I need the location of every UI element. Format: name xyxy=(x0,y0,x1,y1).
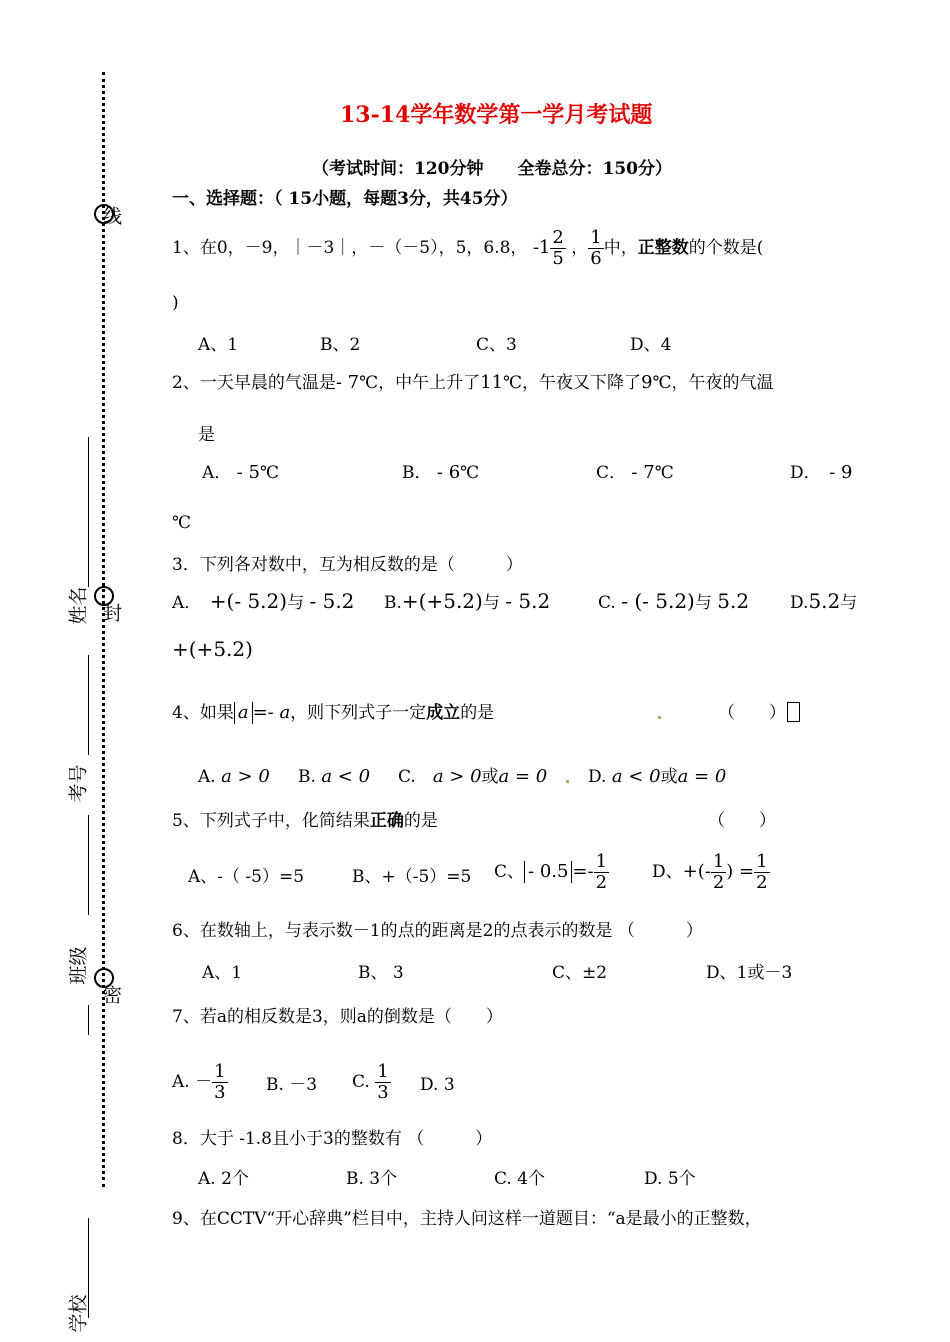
q1-option-c: C、3 xyxy=(476,335,517,355)
question-2: 2、一天早晨的气温是- 7℃，中午上升了11℃，午夜又下降了9℃，午夜的气温 xyxy=(172,372,774,393)
question-7: 7、若a的相反数是3，则a的倒数是（ ） xyxy=(172,1007,503,1027)
q8-option-c: C. 4个 xyxy=(494,1169,546,1189)
question-4: 4、如果 a =- a，则下列式子一定成立的是 xyxy=(172,702,495,723)
q4-option-c: C. a > 0或a = 0 xyxy=(398,766,548,787)
question-1: 1、在0，－9，｜－3｜，－（－5），5，6.8， -1 $\frac{2}{5}$ ， $\frac{1}{6}$ 中，正整数的个数是( xyxy=(172,227,764,269)
q2-option-d-unit: ℃ xyxy=(172,513,192,533)
stray-dot-2 xyxy=(566,780,569,783)
q7-option-d: D. 3 xyxy=(420,1075,455,1095)
margin-secret-label: 密 xyxy=(100,985,122,1004)
q6-option-c: C、±2 xyxy=(552,963,608,983)
q4-option-b: B. a < 0 xyxy=(298,766,371,787)
q5-option-a: A、-（ -5）=5 xyxy=(188,867,305,887)
margin-line-label: 线 xyxy=(100,206,122,225)
q1-fraction: $\frac{1}{6}$ xyxy=(590,227,602,269)
question-8: 8．大于 -1.8且小于3的整数有 （ ） xyxy=(172,1129,493,1149)
margin-exam-no-label: 考号 xyxy=(67,764,90,803)
q1-mixed-whole: -1 xyxy=(532,237,551,258)
q6-option-d: D、1或－3 xyxy=(706,963,793,983)
margin-class-label: 班级 xyxy=(67,946,90,985)
q5-option-d: D、+(- $\frac{1}{2}$ ) = $\frac{1}{2}$ xyxy=(652,851,768,893)
question-5: 5、下列式子中，化简结果正确的是 xyxy=(172,811,438,831)
exam-no-field-line xyxy=(88,655,89,755)
exam-title: 13-14学年数学第一学月考试题 xyxy=(340,102,653,128)
q2-option-a: A． - 5℃ xyxy=(202,462,279,483)
q6-option-b: B、 3 xyxy=(358,963,404,983)
margin-school-label: 学校 xyxy=(67,1294,90,1333)
exam-no-field-line-2 xyxy=(88,815,89,915)
q3-option-c: C. - (- 5.2)与 5.2 xyxy=(598,589,750,613)
q1-option-a: A、1 xyxy=(198,335,239,355)
q3-option-d: D.5.2与 xyxy=(790,589,858,613)
q1-mixed-fraction: $\frac{2}{5}$ xyxy=(552,227,564,269)
q2-continuation: 是 xyxy=(198,425,215,445)
class-field-line xyxy=(88,1005,89,1035)
exam-subtitle: （考试时间：120分钟 全卷总分：150分） xyxy=(312,159,672,179)
q8-option-b: B. 3个 xyxy=(346,1169,398,1189)
q8-option-a: A. 2个 xyxy=(198,1169,249,1189)
q1-option-d: D、4 xyxy=(630,335,672,355)
binding-dotted-line-top xyxy=(102,72,105,1187)
q7-option-b: B. －3 xyxy=(266,1075,318,1095)
q4-option-a: A. a > 0 xyxy=(198,766,270,787)
section-heading-choice: 一、选择题：（ 15小题，每题3分，共45分） xyxy=(172,189,518,209)
q2-option-b: B． - 6℃ xyxy=(402,462,480,483)
q1-text: 1、在0，－9，｜－3｜，－（－5），5，6.8， xyxy=(172,238,528,258)
q5-answer-paren: （ ） xyxy=(708,811,776,831)
q5-option-c: C、 - 0.5 =- $\frac{1}{2}$ xyxy=(494,851,608,893)
q8-option-d: D. 5个 xyxy=(644,1169,696,1189)
stray-dot xyxy=(658,716,661,719)
q5-option-b: B、+（-5）=5 xyxy=(352,867,472,887)
q3-option-d-expr: +(+5.2) xyxy=(172,637,253,661)
margin-name-label: 姓名 xyxy=(67,586,90,625)
q1-keyword: 正整数 xyxy=(637,238,689,258)
q7-option-c: C. $\frac{1}{3}$ xyxy=(352,1061,389,1103)
q4-answer-paren: （ ） xyxy=(718,703,786,723)
q6-option-a: A、1 xyxy=(202,963,243,983)
question-6: 6、在数轴上，与表示数－1的点的距离是2的点表示的数是 （ ） xyxy=(172,921,703,941)
q4-placeholder-box xyxy=(787,702,800,722)
q2-option-c: C． - 7℃ xyxy=(596,462,674,483)
q7-option-a: A. － $\frac{1}{3}$ xyxy=(172,1061,226,1103)
name-field-line xyxy=(88,437,89,587)
q2-option-d: D． - 9 xyxy=(790,462,853,483)
question-3: 3．下列各对数中，互为相反数的是（ ） xyxy=(172,555,523,575)
question-9: 9、在CCTV“开心辞典”栏目中，主持人问这样一道题目：“a是最小的正整数， xyxy=(172,1209,762,1229)
q3-option-a: A． +(- 5.2)与 - 5.2 xyxy=(172,589,355,613)
q4-option-d: D. a < 0或a = 0 xyxy=(588,766,727,787)
q1-close-paren: ) xyxy=(172,293,179,313)
q4-abs-a: a xyxy=(234,702,253,724)
q3-option-b: B.+(+5.2)与 - 5.2 xyxy=(384,589,551,613)
margin-seal-label: 封 xyxy=(100,603,122,622)
q1-option-b: B、2 xyxy=(320,335,361,355)
